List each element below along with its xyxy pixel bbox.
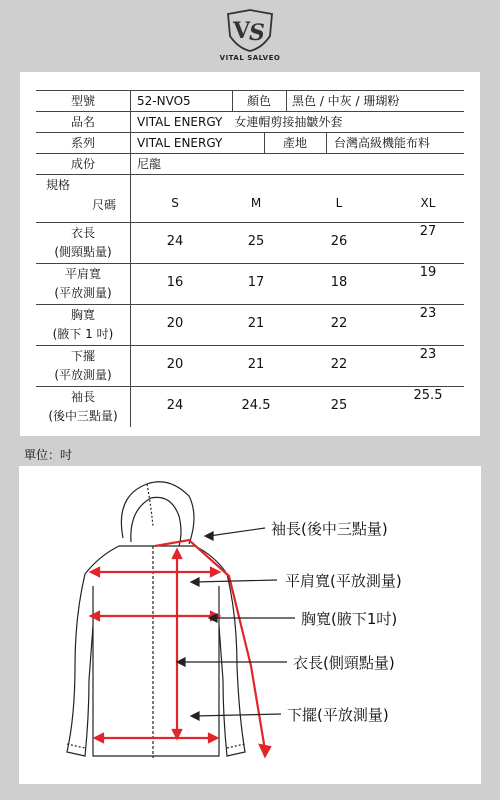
table-cell: 27 — [419, 224, 437, 239]
jacket-illustration — [19, 466, 481, 784]
table-cell: 16 — [166, 275, 184, 290]
svg-text:V: V — [233, 18, 251, 44]
callout-shoulder-width: 平肩寬(平放測量) — [285, 572, 402, 590]
callout-body-length: 衣長(側頸點量) — [293, 654, 395, 672]
svg-text:S: S — [249, 20, 265, 46]
table-cell: 21 — [247, 357, 265, 372]
table-cell: 24 — [166, 234, 184, 249]
row-label: 下擺 — [70, 349, 95, 363]
callout-chest-width: 胸寬(腋下1吋) — [301, 610, 398, 628]
row-label: 衣長 — [70, 226, 95, 240]
size-header-xl: XL — [420, 196, 436, 210]
table-cell: 23 — [419, 306, 437, 321]
row-label: 袖長 — [70, 390, 95, 404]
table-cell: 23 — [419, 347, 437, 362]
model-label: 型號 — [70, 94, 95, 108]
table-cell: 21 — [247, 316, 265, 331]
table-cell: 17 — [247, 275, 265, 290]
table-cell: 25 — [330, 398, 348, 413]
spec-card — [20, 72, 480, 436]
row-sublabel: (腋下 1 吋) — [52, 327, 114, 341]
material-value: 尼龍 — [137, 157, 162, 171]
table-cell: 18 — [330, 275, 348, 290]
size-header-m: M — [250, 196, 262, 210]
brand-header — [0, 0, 500, 70]
name-value: VITAL ENERGY 女連帽剪接抽皺外套 — [137, 115, 343, 129]
model-value: 52-NVO5 — [137, 94, 191, 108]
table-cell: 22 — [330, 316, 348, 331]
brand-name: VITAL SALVEO — [219, 54, 281, 62]
vs-shield-logo-icon — [222, 8, 278, 52]
row-sublabel: (平放測量) — [54, 368, 112, 382]
unit-label: 單位：吋 — [24, 448, 73, 462]
row-sublabel: (後中三點量) — [48, 409, 118, 423]
table-cell: 24 — [166, 398, 184, 413]
table-cell: 20 — [166, 357, 184, 372]
table-cell: 24.5 — [241, 398, 271, 413]
name-label: 品名 — [70, 115, 95, 129]
corner-spec-label: 規格 — [45, 178, 70, 192]
table-cell: 20 — [166, 316, 184, 331]
row-sublabel: (側頸點量) — [54, 245, 112, 259]
series-label: 系列 — [70, 136, 95, 150]
size-header-s: S — [171, 196, 179, 210]
info-row-model — [20, 91, 480, 111]
callout-sleeve-length: 袖長(後中三點量) — [271, 520, 388, 538]
row-label: 胸寬 — [70, 308, 95, 322]
table-cell: 25 — [247, 234, 265, 249]
corner-size-label: 尺碼 — [91, 198, 116, 212]
material-label: 成份 — [70, 157, 95, 171]
series-value: VITAL ENERGY — [137, 136, 223, 150]
color-value: 黑色 / 中灰 / 珊瑚粉 — [292, 94, 400, 108]
row-label: 平肩寬 — [64, 267, 101, 281]
info-row-material — [20, 154, 480, 174]
row-sublabel: (平放測量) — [54, 286, 112, 300]
table-cell: 25.5 — [413, 388, 443, 403]
measurement-diagram — [19, 466, 481, 784]
table-cell: 26 — [330, 234, 348, 249]
callout-hem-width: 下擺(平放測量) — [287, 706, 389, 724]
color-label: 顏色 — [246, 94, 271, 108]
origin-value: 台灣高級機能布料 — [334, 136, 431, 150]
info-row-series — [20, 133, 480, 153]
table-cell: 22 — [330, 357, 348, 372]
table-cell: 19 — [419, 265, 437, 280]
info-row-name — [20, 112, 480, 132]
origin-label: 產地 — [282, 136, 307, 150]
size-header-l: L — [335, 196, 343, 210]
